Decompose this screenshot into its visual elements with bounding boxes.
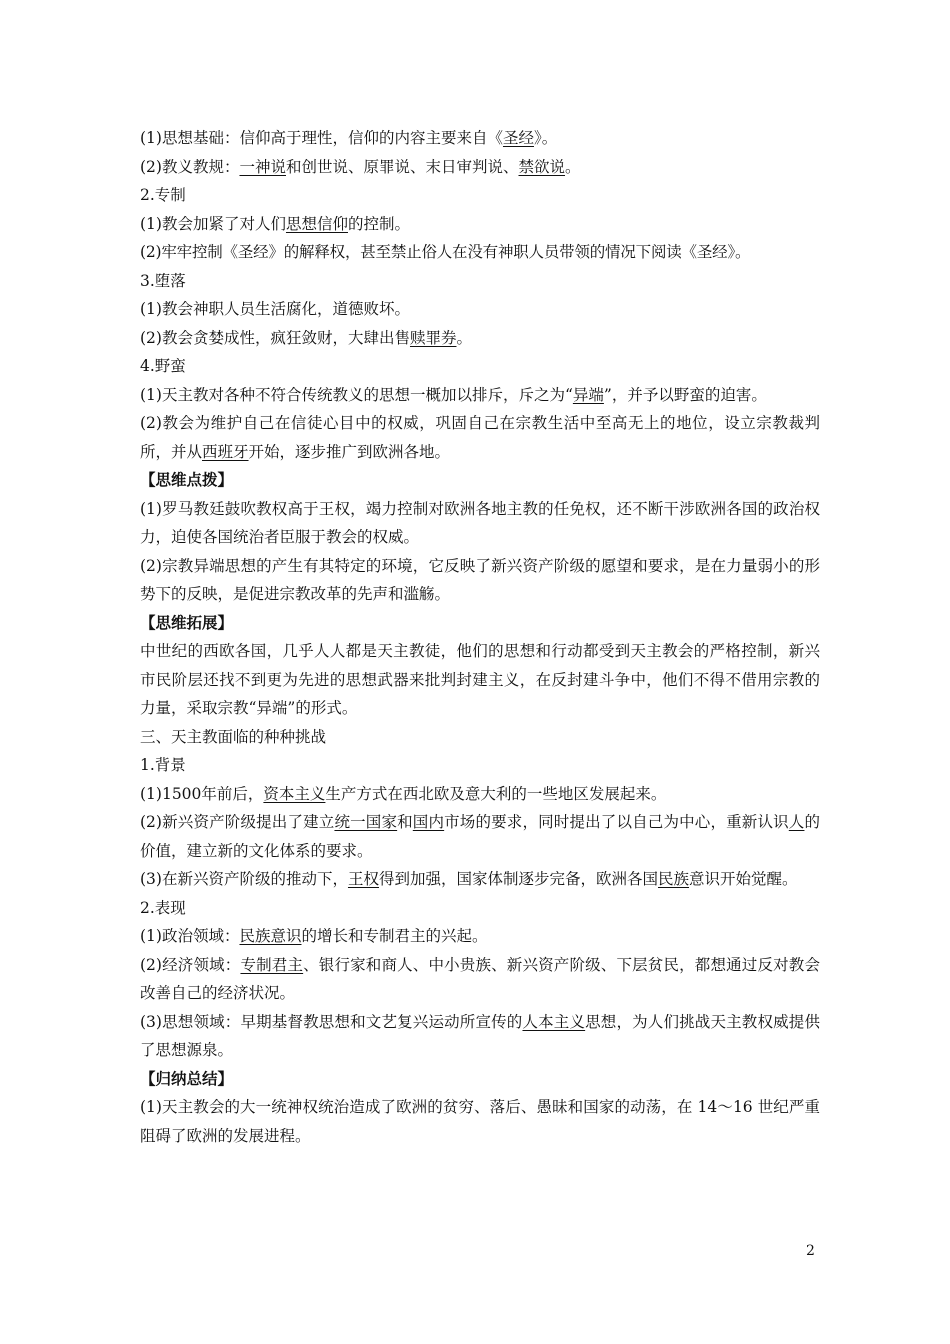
text-paragraph: (1)罗马教廷鼓吹教权高于王权，竭力控制对欧洲各地主教的任免权，还不断干涉欧洲各国的政治权力，迫使各国统治者臣服于教会的权威。 xyxy=(140,499,820,546)
text-paragraph: (2)宗教异端思想的产生有其特定的环境，它反映了新兴资产阶级的愿望和要求，是在力量弱小的形势下的反映，是促进宗教改革的先声和滥觞。 xyxy=(140,556,820,603)
underlined-answer: 民族 xyxy=(658,870,690,888)
underlined-answer: 赎罪券 xyxy=(409,328,457,347)
text-line: (2)教义教规：一神说和创世说、原罪说、末日审判说、禁欲说。 xyxy=(140,157,581,176)
section-heading: 1.背景 xyxy=(140,756,186,774)
underlined-answer: 资本主义 xyxy=(263,784,326,803)
section-heading: 2.专制 xyxy=(140,186,186,204)
page-number: 2 xyxy=(806,1243,815,1259)
underlined-answer: 圣经 xyxy=(502,129,534,147)
text-paragraph: (2)新兴资产阶级提出了建立统一国家和国内市场的要求，同时提出了以自己为中心，重新认识人的价值，建立新的文化体系的要求。 xyxy=(140,813,820,860)
underlined-answer: 一神说 xyxy=(239,157,286,176)
underlined-answer: 国内 xyxy=(412,813,445,831)
text-line: (2)教会贪婪成性，疯狂敛财，大肆出售赎罪券。 xyxy=(140,328,472,347)
underlined-answer: 人 xyxy=(788,813,805,831)
callout-heading: 【归纳总结】 xyxy=(140,1068,234,1088)
text-line: (1)政治领域：民族意识的增长和专制君主的兴起。 xyxy=(140,927,488,945)
text-paragraph: (2)经济领域：专制君主、银行家和商人、中小贵族、新兴资产阶级、下层贫民，都想通过反对教会改善自己的经济状况。 xyxy=(140,955,820,1002)
underlined-answer: 禁欲说 xyxy=(518,157,566,176)
chapter-heading: 三、天主教面临的种种挑战 xyxy=(140,727,327,746)
callout-heading: 【思维拓展】 xyxy=(140,612,234,632)
document-body xyxy=(140,124,820,1150)
underlined-answer: 西班牙 xyxy=(202,442,249,461)
text-line: (1)教会加紧了对人们思想信仰的控制。 xyxy=(140,214,410,233)
underlined-answer: 统一国家 xyxy=(334,813,398,831)
text-paragraph: (1)天主教对各种不符合传统教义的思想一概加以排斥，斥之为“异端”，并予以野蛮的迫害。 xyxy=(140,385,767,404)
section-heading: 3.堕落 xyxy=(140,271,186,290)
underlined-answer: 异端 xyxy=(572,385,604,404)
section-heading: 2.表现 xyxy=(140,898,186,917)
underlined-answer: 王权 xyxy=(347,870,379,888)
text-line: (1)教会神职人员生活腐化，道德败坏。 xyxy=(140,300,410,318)
text-paragraph: (3)在新兴资产阶级的推动下，王权得到加强，国家体制逐步完备，欧洲各国民族意识开始觉醒。 xyxy=(140,870,798,888)
section-heading: 4.野蛮 xyxy=(140,357,186,375)
underlined-answer: 人本主义 xyxy=(522,1012,586,1031)
text-paragraph: 中世纪的西欧各国，几乎人人都是天主教徒，他们的思想和行动都受到天主教会的严格控制，新兴市民阶层还找不到更为先进的思想武器来批判封建主义，在反封建斗争中，他们不得不借用宗教的力量，采取宗教“异端”的形式。 xyxy=(140,642,820,717)
text-paragraph: (3)思想领域：早期基督教思想和文艺复兴运动所宣传的人本主义思想，为人们挑战天主教权威提供了思想源泉。 xyxy=(140,1012,820,1059)
text-line: (1)1500年前后，资本主义生产方式在西北欧及意大利的一些地区发展起来。 xyxy=(140,784,667,803)
text-paragraph: (1)天主教会的大一统神权统治造成了欧洲的贫穷、落后、愚昧和国家的动荡，在 14～16 世纪严重阻碍了欧洲的发展进程。 xyxy=(140,1098,820,1145)
underlined-answer: 思想信仰 xyxy=(285,214,348,233)
underlined-answer: 专制君主 xyxy=(240,955,304,974)
text-paragraph: (2)教会为维护自己在信徒心目中的权威，巩固自己在宗教生活中至高无上的地位，设立宗教裁判所，并从西班牙开始，逐步推广到欧洲各地。 xyxy=(140,414,820,461)
underlined-answer: 民族意识 xyxy=(239,927,302,945)
text-line: (2)牢牢控制《圣经》的解释权，甚至禁止俗人在没有神职人员带领的情况下阅读《圣经》。 xyxy=(140,243,751,261)
text-line: (1)思想基础：信仰高于理性，信仰的内容主要来自《圣经》。 xyxy=(140,129,558,147)
callout-heading: 【思维点拨】 xyxy=(140,470,234,489)
